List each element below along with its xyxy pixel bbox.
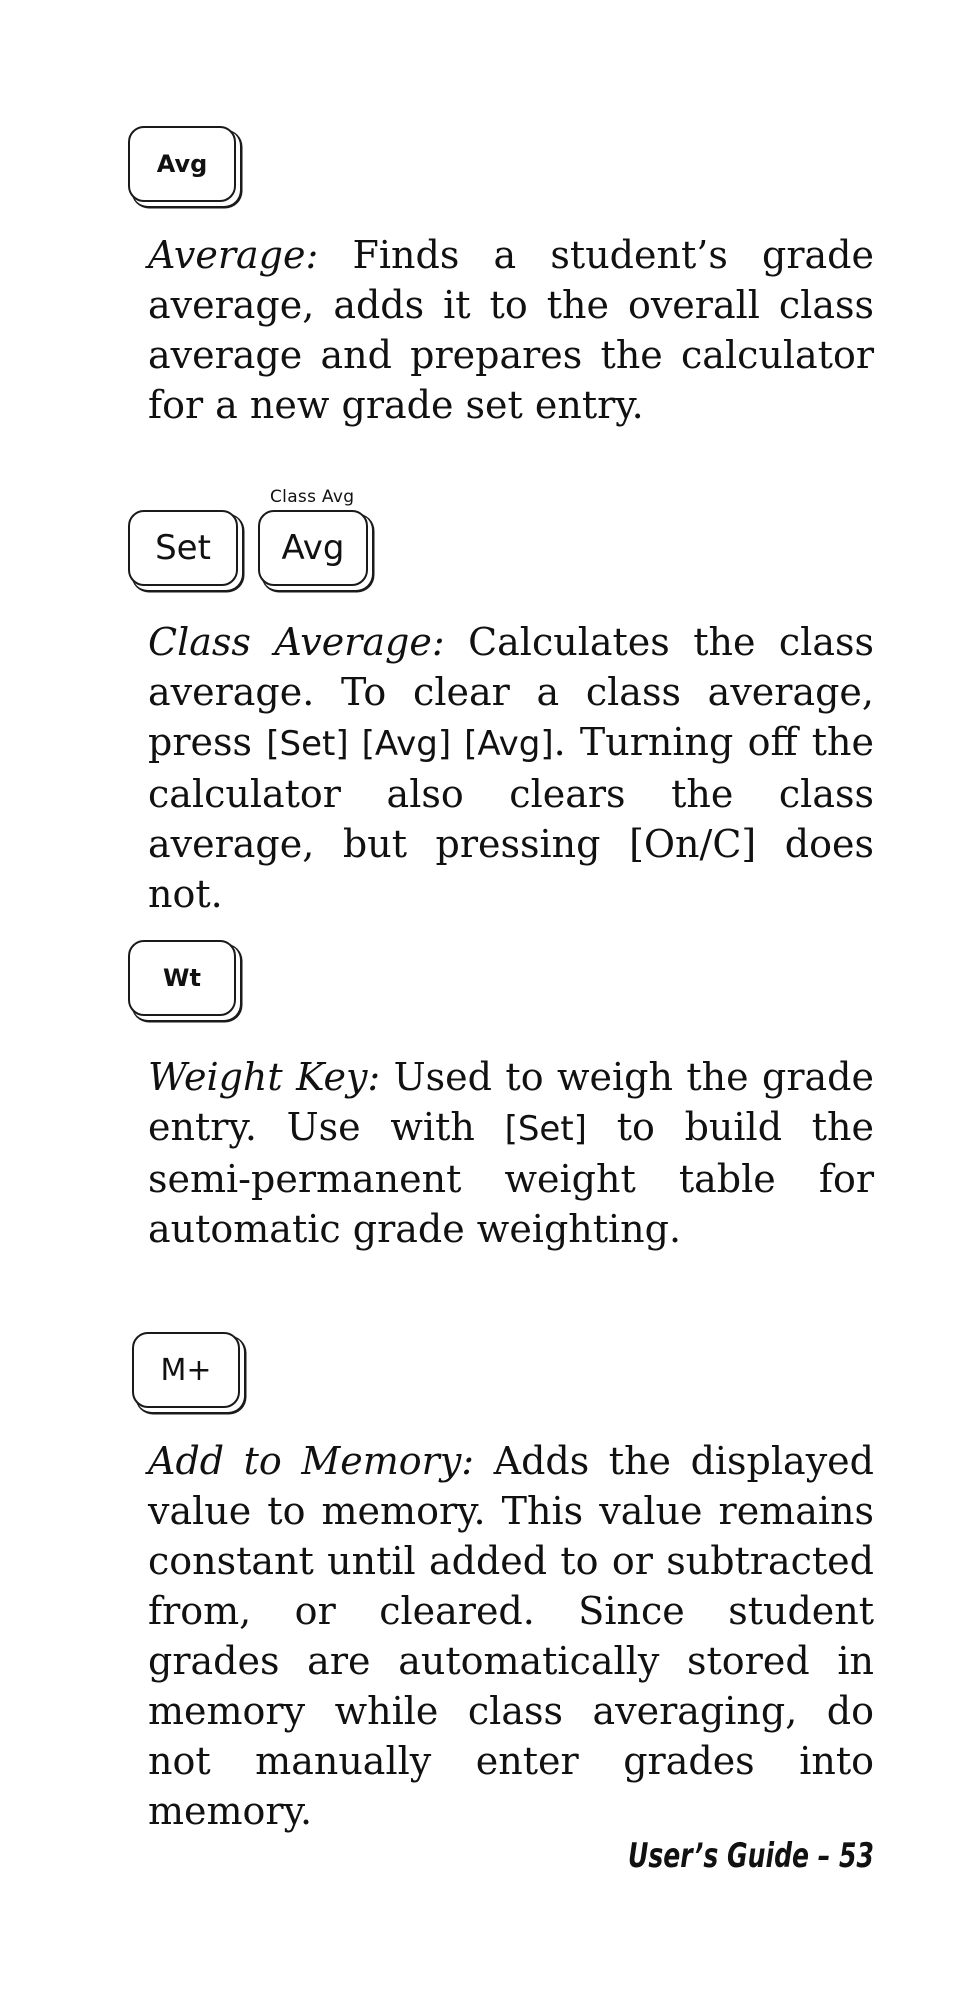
set-key-label: Set: [155, 528, 211, 568]
class-avg-key-text: Avg: [281, 528, 345, 568]
class-avg-key: [258, 510, 368, 586]
wt-key: [128, 940, 236, 1016]
class-average-key-sequence: [Set] [Avg] [Avg]: [266, 724, 554, 764]
class-average-text-b: . Turning off the calculator also clears the class average, but pressing [On/C] does not.: [148, 720, 874, 916]
average-description: [148, 230, 874, 430]
average-term: Average:: [148, 233, 319, 277]
add-to-memory-description: [148, 1436, 874, 1836]
avg-key: [128, 126, 236, 202]
m-plus-key-label: M+: [160, 1352, 212, 1388]
wt-key-label: Wt: [163, 964, 201, 992]
class-avg-key-label: Class Avg: [270, 487, 355, 507]
weight-key-term: Weight Key:: [148, 1055, 381, 1099]
average-text: Finds a student’s grade average, adds it to the overall class average and prepares the calculator for a new grade set entry.: [148, 233, 874, 427]
set-key: [128, 510, 238, 586]
weight-key-description: [148, 1052, 874, 1254]
class-average-text-a: Calculates the class average. To clear a class average, press: [148, 620, 874, 764]
add-to-memory-text: Adds the displayed value to memory. This value remains constant until added to or subtracted from, or cleared. Since student grades are automatically stored in memory while class averaging, do not manually enter grades into memory.: [148, 1439, 874, 1833]
page-footer: User’s Guide – 53: [628, 1836, 874, 1876]
add-to-memory-term: Add to Memory:: [148, 1439, 475, 1483]
weight-key-set-ref: [Set]: [504, 1109, 587, 1149]
class-average-description: [148, 617, 874, 919]
weight-key-text-a: Used to weigh the grade entry. Use with: [148, 1055, 874, 1149]
m-plus-key: [132, 1332, 240, 1408]
avg-key-label: Avg: [156, 150, 208, 178]
weight-key-text-b: to build the semi-permanent weight table for automatic grade weighting.: [148, 1105, 874, 1251]
class-average-term: Class Average:: [148, 620, 445, 664]
